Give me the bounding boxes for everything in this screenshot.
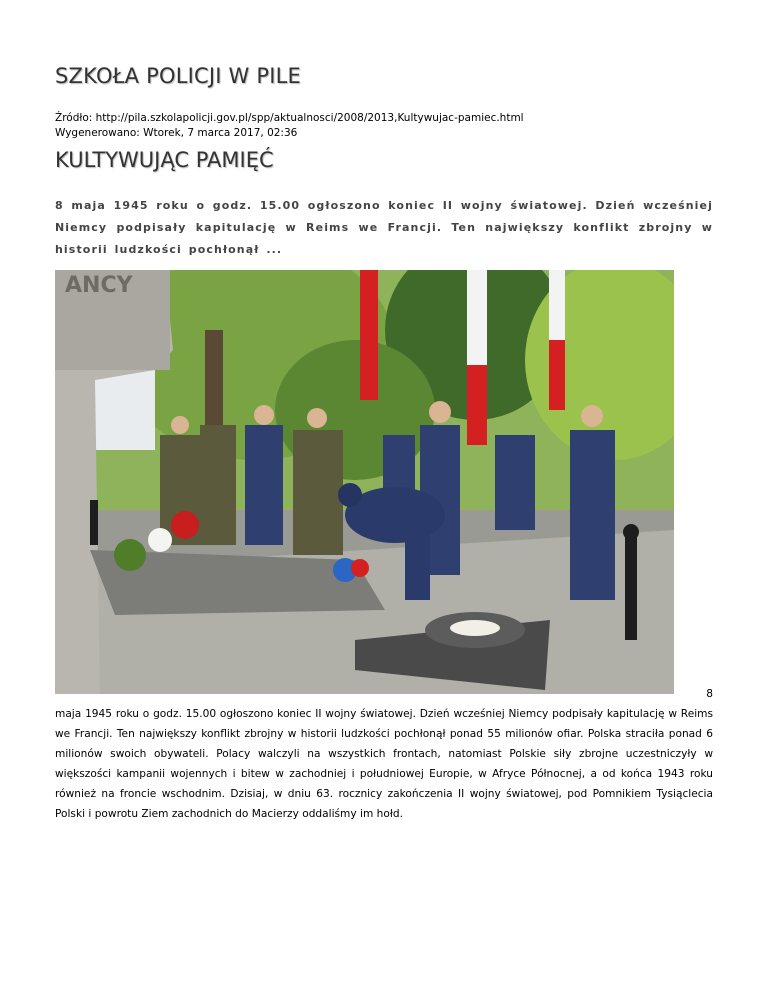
body-paragraph: maja 1945 roku o godz. 15.00 ogłoszono koniec II wojny światowej. Dzień wcześniej Niemcy podpisały kapitulację w Reims we Francji. Ten największy konflikt zbrojny w historii ludzkości pochłonął ponad 55 milionów ofiar. Polska straciła ponad 6 milionów swoich obywateli. Polacy walczyli na wszystkich frontach, natomiast Polskie siły zbrojne uczestniczyły w większości kampanii wojennych i bitew w zachodniej i południowej Europie, w Afryce Północnej, a od końca 1943 roku również na froncie wschodnim. Dzisiaj, w dniu 63. rocznicy zakończenia II wojny światowej, pod Pomnikiem Tysiąclecia Polski i powrotu Ziem zachodnich do Macierzy oddaliśmy im hołd. (55, 708, 713, 820)
ceremony-photo-illustration (55, 270, 674, 694)
monument-inscription: ANCY (65, 273, 133, 298)
site-title: SZKOŁA POLICJI W PILE (55, 64, 301, 88)
article-title: KULTYWUJĄC PAMIĘĆ (55, 148, 274, 172)
article-lead: 8 maja 1945 roku o godz. 15.00 ogłoszono koniec II wojny światowej. Dzień wcześniej Niemcy podpisały kapitulację w Reims we Francji. Ten największy konflikt zbrojny w historii ludzkości pochłonął ... (55, 199, 713, 256)
source-meta (55, 111, 524, 141)
generated-date-line: Wygenerowano: Wtorek, 7 marca 2017, 02:36 (55, 127, 298, 139)
source-url-line: Źródło: http://pila.szkolapolicji.gov.pl/spp/aktualnosci/2008/2013,Kultywujac-pamiec.html (55, 112, 524, 124)
article-photo (55, 270, 674, 694)
body-first-token: 8 (706, 688, 713, 700)
article-body (55, 684, 713, 824)
